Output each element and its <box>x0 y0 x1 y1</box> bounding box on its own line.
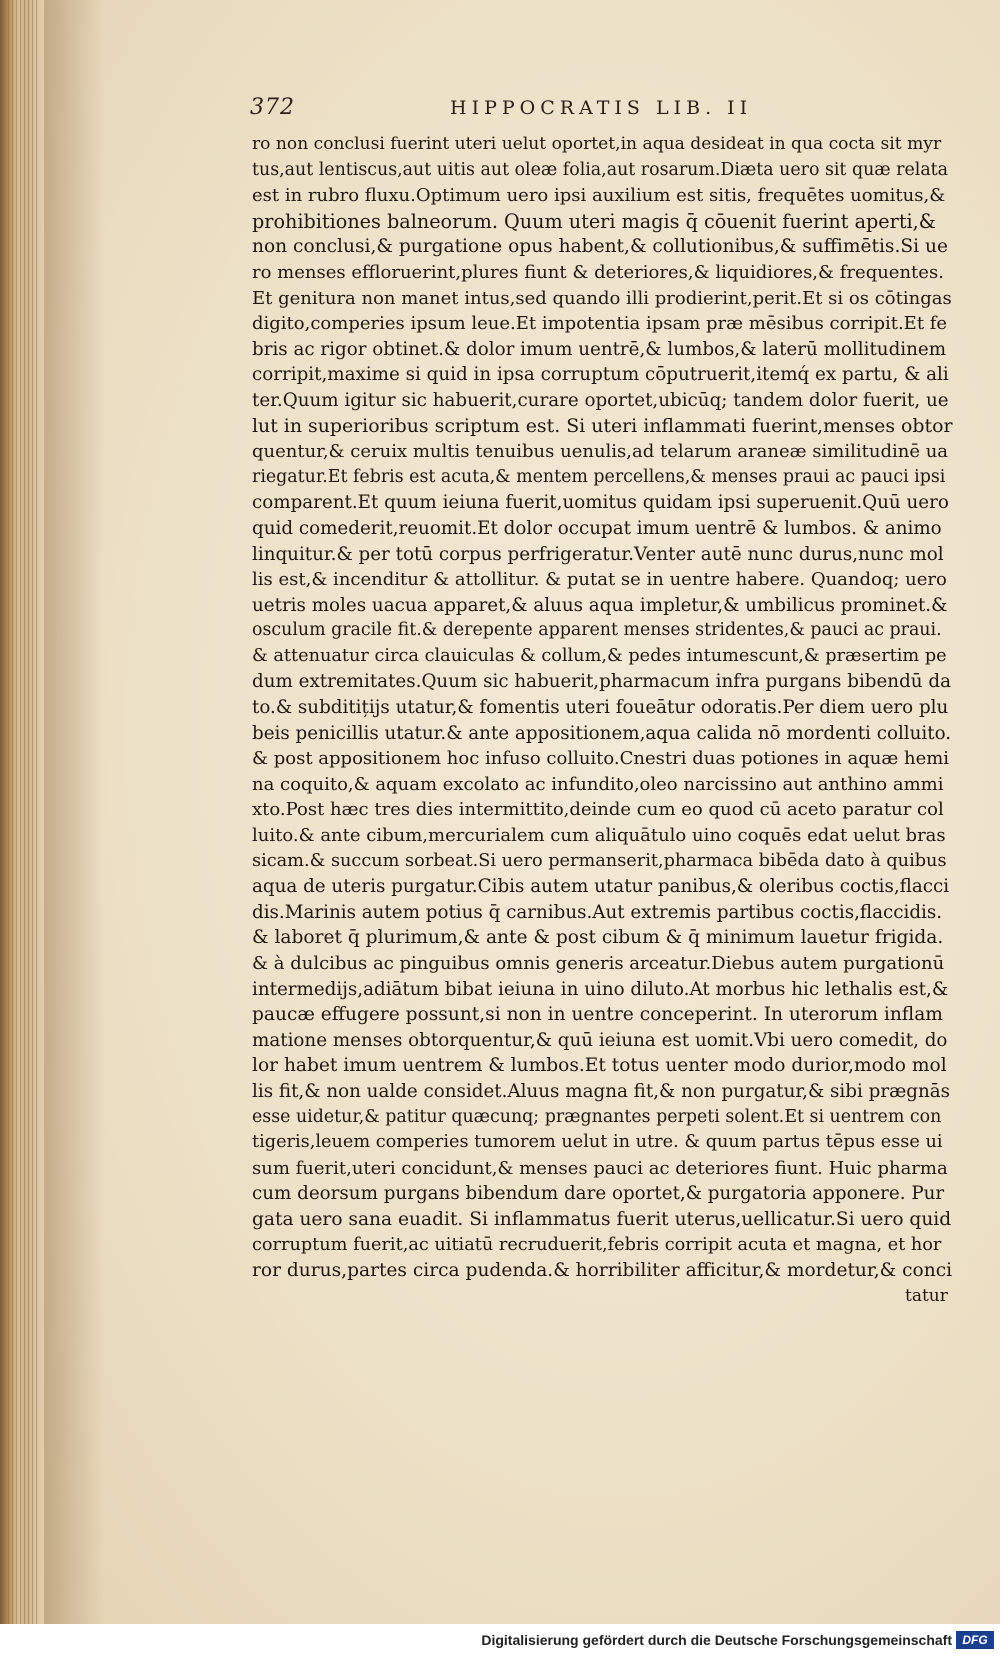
body-text <box>252 132 952 1284</box>
text-line: lis fit,& non ualde considet.Aluus magna fit,& non purgatur,& sibi prægnās <box>252 1080 951 1102</box>
text-line: osculum gracile fit.& derepente apparent menses stridentes,& pauci ac praui. <box>252 620 942 641</box>
text-line: comparent.Et quum ieiuna fuerit,uomitus quidam ipsi superuenit.Quū uero <box>252 492 949 514</box>
text-line: sum fuerit,uteri concidunt,& menses pauci ac deteriores fiunt. Huic pharma <box>252 1157 948 1179</box>
text-line: ro menses effloruerint,plures fiunt & deteriores,& liquidiores,& frequentes. <box>252 261 944 283</box>
text-line: lor habet imum uentrem & lumbos.Et totus uenter modo durior,modo mol <box>252 1055 947 1077</box>
dfg-logo: DFG <box>956 1631 994 1649</box>
text-line: digito,comperies ipsum leue.Et impotentia ipsam præ mēsibus corripit.Et fe <box>252 313 948 335</box>
text-line: est in rubro fluxu.Optimum uero ipsi auxilium est sitis, frequētes uomitus,& <box>252 185 946 207</box>
text-line: sicam.& succum sorbeat.Si uero permanserit,pharmaca bibēda dato à quibus <box>252 850 947 871</box>
text-line: paucæ effugere possunt,si non in uentre conceperint. In uterorum inflam <box>252 1004 943 1026</box>
text-line: luito.& ante cibum,mercurialem cum aliquātulo uino coquēs edat uelut bras <box>252 825 946 847</box>
catchword: tatur <box>905 1286 948 1306</box>
text-line: esse uidetur,& patitur quæcunq; prægnantes perpeti solent.Et si uentrem con <box>252 1106 942 1127</box>
running-title: HIPPOCRATIS LIB. II <box>450 97 753 119</box>
footer-credit: Digitalisierung gefördert durch die Deutsche Forschungsgemeinschaft <box>481 1632 952 1648</box>
text-line: dis.Marinis autem potius q̄ carnibus.Aut extremis partibus coctis,flaccidis. <box>252 901 943 923</box>
text-line: riegatur.Et febris est acuta,& mentem percellens,& menses praui ac pauci ipsi <box>252 466 946 487</box>
text-line: aqua de uteris purgatur.Cibis autem utatur panibus,& oleribus coctis,flacci <box>252 876 950 898</box>
text-line: lut in superioribus scriptum est. Si uteri inflammati fuerint,menses obtor <box>252 414 953 437</box>
text-line: & laboret q̄ plurimum,& ante & post cibum & q̄ minimum lauetur frigida. <box>252 927 944 949</box>
text-line: Et genitura non manet intus,sed quando illi prodierint,perit.Et si os cōtingas <box>252 287 952 309</box>
text-line: gata uero sana euadit. Si inflammatus fuerit uterus,uellicatur.Si uero quid <box>252 1208 952 1230</box>
text-line: ro non conclusi fuerint uteri uelut oportet,in aqua desideat in qua cocta sit myr <box>252 134 942 154</box>
book-page-edges <box>0 0 44 1624</box>
text-line: xto.Post hæc tres dies intermittito,deinde cum eo quod cū aceto paratur col <box>252 799 944 821</box>
running-head <box>250 95 950 125</box>
text-line: lis est,& incenditur & attollitur. & putat se in uentre habere. Quandoq; uero <box>252 569 947 591</box>
text-line: corripit,maxime si quid in ipsa corruptum cōputruerit,itemq́ ex partu, & ali <box>252 364 949 386</box>
text-line: beis penicillis utatur.& ante appositionem,aqua calida nō mordenti colluito. <box>252 722 952 744</box>
text-line: quid comederit,reuomit.Et dolor occupat imum uentrē & lumbos. & animo <box>252 517 942 539</box>
text-line: dum extremitates.Quum sic habuerit,pharmacum infra purgans bibendū da <box>252 671 951 693</box>
text-line: intermedijs,adiātum bibat ieiuna in uino diluto.At morbus hic lethalis est,& <box>252 978 949 1000</box>
text-line: linquitur.& per totū corpus perfrigeratur.Venter autē nunc durus,nunc mol <box>252 543 944 565</box>
footer-bar <box>0 1624 1000 1658</box>
gutter-shadow <box>44 0 104 1624</box>
text-line: matione menses obtorquentur,& quū ieiuna est uomit.Vbi uero comedit, do <box>252 1029 948 1051</box>
text-line: non conclusi,& purgatione opus habent,& collutionibus,& suffimētis.Si ue <box>252 236 948 258</box>
text-line: ter.Quum igitur sic habuerit,curare oportet,ubicūq; tandem dolor fuerit, ue <box>252 389 949 411</box>
text-line: cum deorsum purgans bibendum dare oportet,& purgatoria apponere. Pur <box>252 1183 945 1205</box>
text-line: corruptum fuerit,ac uitiatū recruduerit,febris corripit acuta et magna, et hor <box>252 1234 942 1255</box>
page-number: 372 <box>250 95 295 120</box>
text-line: & post appositionem hoc infuso colluito.Cnestri duas potiones in aquæ hemi <box>252 748 950 770</box>
text-line: prohibitiones balneorum. Quum uteri magis q̄ cōuenit fuerint aperti,& <box>252 209 936 233</box>
text-line: tigeris,leuem comperies tumorem uelut in utre. & quum partus tēpus esse ui <box>252 1132 943 1153</box>
text-line: na coquito,& aquam excolato ac infundito,oleo narcissino aut anthino ammi <box>252 773 944 795</box>
text-line: uetris moles uacua apparet,& aluus aqua impletur,& umbilicus prominet.& <box>252 594 948 616</box>
text-line: bris ac rigor obtinet.& dolor imum uentrē,& lumbos,& laterū mollitudinem <box>252 338 947 360</box>
text-line: ror durus,partes circa pudenda.& horribiliter afficitur,& mordetur,& conci <box>252 1260 953 1282</box>
text-line: & à dulcibus ac pinguibus omnis generis arceatur.Diebus autem purgationū <box>252 953 945 974</box>
text-line: quentur,& ceruix multis tenuibus uenulis,ad telarum araneæ similitudinē ua <box>252 441 949 463</box>
text-line: tus,aut lentiscus,aut uitis aut oleæ folia,aut rosarum.Diæta uero sit quæ relata <box>252 159 949 180</box>
text-line: & attenuatur circa clauiculas & collum,& pedes intumescunt,& præsertim pe <box>252 645 947 666</box>
text-line: to.& subditițijs utatur,& fomentis uteri foueātur odoratis.Per diem uero plu <box>252 697 949 719</box>
